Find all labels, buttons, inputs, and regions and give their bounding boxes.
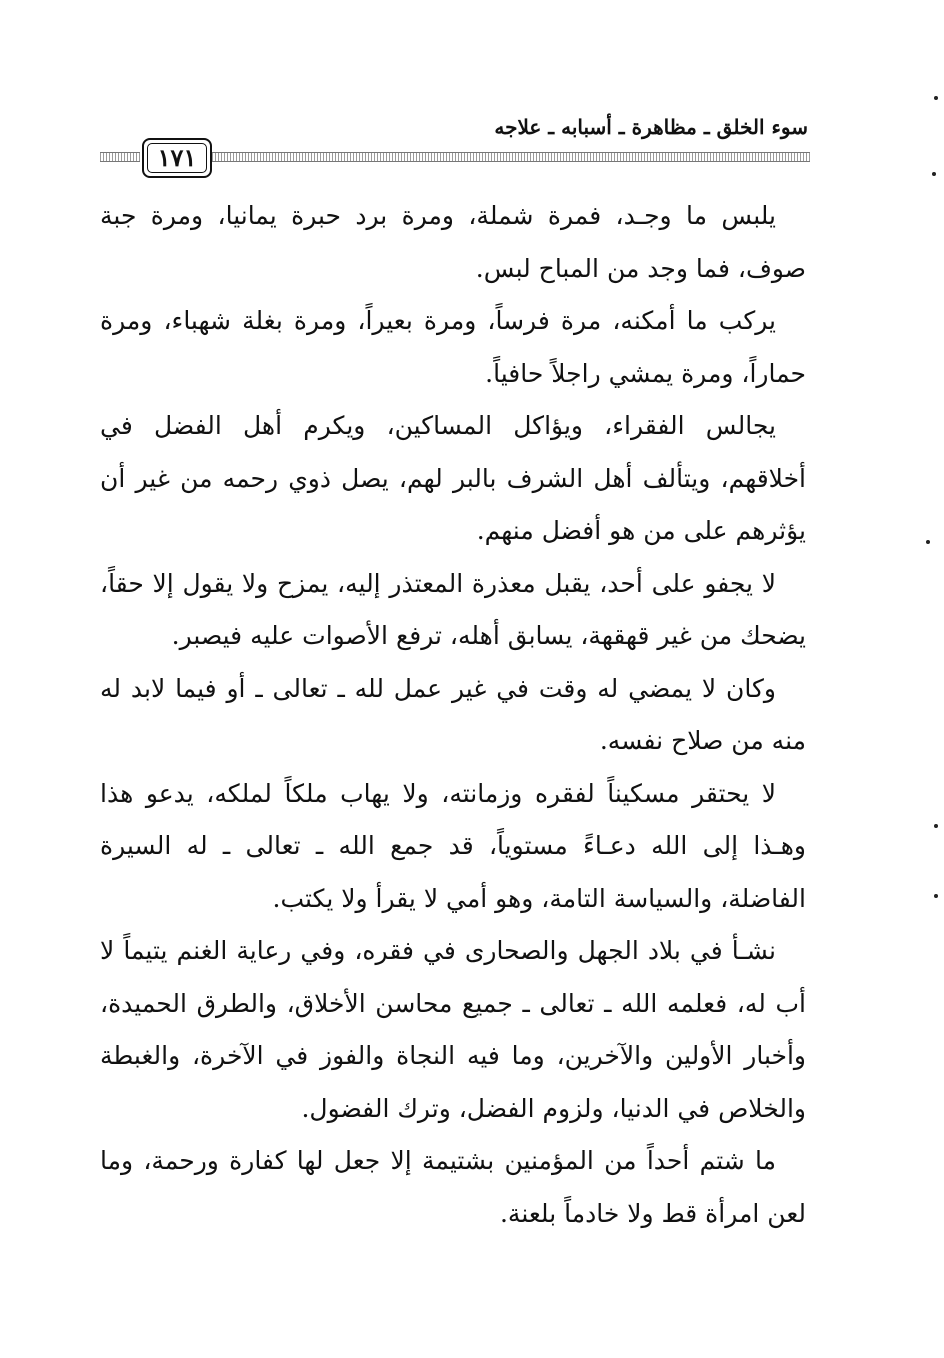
page-number xyxy=(142,138,212,178)
page-number-text: ١٧١ xyxy=(157,143,197,172)
paragraph: نشـأ في بلاد الجهل والصحارى في فقره، وفي رعاية الغنم يتيماً لا أب له، فعلمه الله ـ تعالى ـ جميع محاسن الأخلاق، والطرق الحميدة، وأخبار الأولين والآخرين، وما فيه النجاة والفوز في الآخرة، والغبطة والخلاص في الدنيا، ولزوم الفضل، وترك الفضول. xyxy=(100,936,806,1123)
running-header-title: سوء الخلق ـ مظاهرة ـ أسبابه ـ علاجه xyxy=(494,115,808,139)
paragraph: يركب ما أمكنه، مرة فرساً، ومرة بعيراً، ومرة بغلة شهباء، ومرة حماراً، ومرة يمشي راجلاً حافياً. xyxy=(100,306,806,388)
scan-speck xyxy=(926,540,930,544)
paragraph: وكان لا يمضي له وقت في غير عمل لله ـ تعالى ـ أو فيما لابد له منه من صلاح نفسه. xyxy=(100,673,806,755)
header-rule-left xyxy=(100,152,140,162)
paragraph: لا يحتقر مسكيناً لفقره وزمانته، ولا يهاب ملكاً لملكه، يدعو هذا وهـذا إلى الله دعـاءً مستوياً، قد جمع الله ـ تعالى ـ له السيرة الفاضلة، والسياسة التامة، وهو أمي لا يقرأ ولا يكتب. xyxy=(100,778,806,913)
header-rule-right xyxy=(212,152,810,162)
paragraph: لا يجفو على أحد، يقبل معذرة المعتذر إليه، يمزح ولا يقول إلا حقاً، يضحك من غير قهقهة، يسابق أهله، ترفع الأصوات عليه فيصبر. xyxy=(100,568,806,650)
paragraph: ما شتم أحداً من المؤمنين بشتيمة إلا جعل لها كفارة ورحمة، وما لعن امرأة قط ولا خادماً بلعنة. xyxy=(100,1146,806,1228)
scan-speck xyxy=(932,172,936,176)
paragraph: يلبس ما وجـد، فمرة شملة، ومرة برد حبرة يمانيا، ومرة جبة صوف، فما وجد من المباح لبس. xyxy=(100,201,806,283)
scan-speck xyxy=(934,824,938,828)
scan-speck xyxy=(934,96,938,100)
scan-speck xyxy=(934,894,938,898)
body-text xyxy=(100,190,806,1240)
paragraph: يجالس الفقراء، ويؤاكل المساكين، ويكرم أهل الفضل في أخلاقهم، ويتألف أهل الشرف بالبر لهم، يصل ذوي رحمه من غير أن يؤثرهم على من هو أفضل منهم. xyxy=(100,411,806,545)
